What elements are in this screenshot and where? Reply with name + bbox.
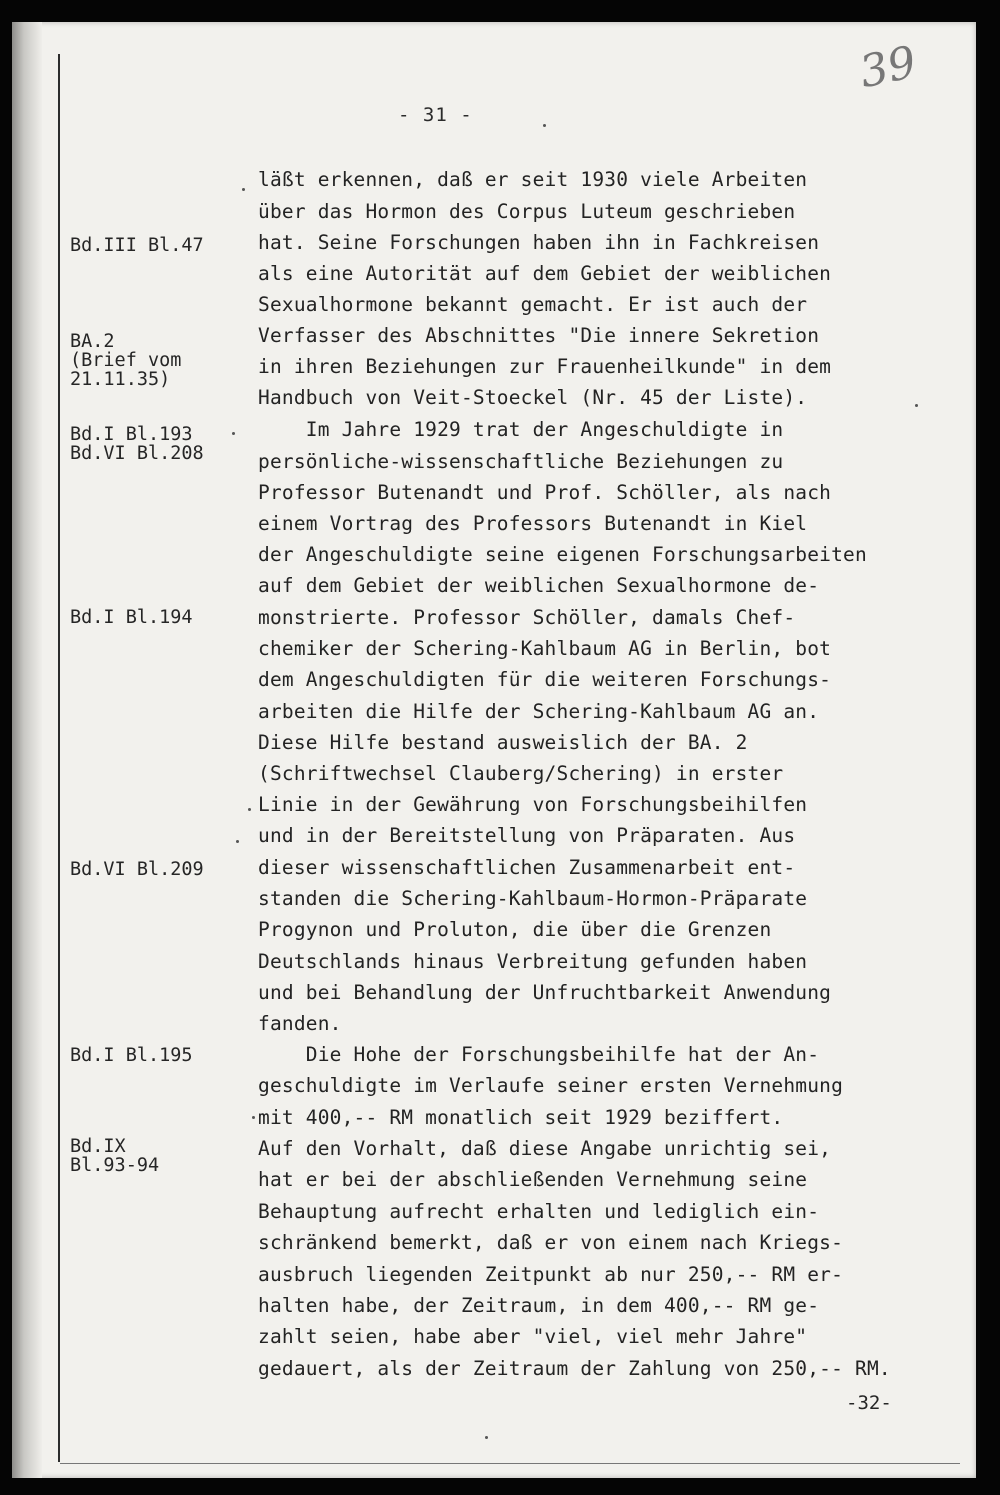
speck: [232, 432, 235, 435]
bottom-rule: [60, 1463, 960, 1464]
text-line: chemiker der Schering-Kahlbaum AG in Berlin, bot: [258, 637, 832, 660]
text-line: Behauptung aufrecht erhalten und lediglich ein-: [258, 1200, 820, 1223]
text-line: dem Angeschuldigten für die weiteren Forschungs-: [258, 668, 832, 691]
speck: [485, 1436, 488, 1439]
text-line: über das Hormon des Corpus Luteum geschrieben: [258, 200, 796, 223]
margin-reference: Bd.III Bl.47: [70, 235, 204, 256]
binding-edge: [12, 22, 42, 1478]
text-line: Professor Butenandt und Prof. Schöller, als nach: [258, 481, 832, 504]
margin-reference: Bd.VI Bl.209: [70, 859, 204, 880]
text-line: Die Hohe der Forschungsbeihilfe hat der An-: [258, 1043, 820, 1066]
margin-rule: [58, 54, 60, 1462]
margin-reference: Bd.I Bl.193 Bd.VI Bl.208: [70, 424, 204, 464]
text-line: als eine Autorität auf dem Gebiet der weiblichen: [258, 262, 832, 285]
text-line: Linie in der Gewährung von Forschungsbeihilfen: [258, 793, 808, 816]
text-line: einem Vortrag des Professors Butenandt in Kiel: [258, 512, 808, 535]
text-line: Im Jahre 1929 trat der Angeschuldigte in: [258, 418, 784, 441]
next-page-marker: -32-: [846, 1392, 892, 1414]
speck: [242, 188, 245, 191]
text-line: ausbruch liegenden Zeitpunkt ab nur 250,-- RM er-: [258, 1263, 844, 1286]
text-line: auf dem Gebiet der weiblichen Sexualhormone de-: [258, 574, 820, 597]
text-line: schränkend bemerkt, daß er von einem nach Kriegs-: [258, 1231, 844, 1254]
text-line: Handbuch von Veit-Stoeckel (Nr. 45 der Liste).: [258, 386, 808, 409]
text-line: arbeiten die Hilfe der Schering-Kahlbaum AG an.: [258, 700, 820, 723]
text-line: persönliche-wissenschaftliche Beziehungen zu: [258, 450, 784, 473]
margin-reference: Bd.I Bl.195: [70, 1045, 193, 1066]
text-line: geschuldigte im Verlaufe seiner ersten Vernehmung: [258, 1074, 844, 1097]
text-line: Progynon und Proluton, die über die Grenzen: [258, 918, 772, 941]
text-line: Verfasser des Abschnittes "Die innere Sekretion: [258, 324, 820, 347]
text-line: dieser wissenschaftlichen Zusammenarbeit ent-: [258, 856, 796, 879]
text-line: mit 400,-- RM monatlich seit 1929 beziffert.: [258, 1106, 784, 1129]
text-line: (Schriftwechsel Clauberg/Schering) in erster: [258, 762, 784, 785]
text-line: hat. Seine Forschungen haben ihn in Fachkreisen: [258, 231, 820, 254]
text-line: und bei Behandlung der Unfruchtbarkeit Anwendung: [258, 981, 832, 1004]
text-line: zahlt seien, habe aber "viel, viel mehr Jahre": [258, 1325, 808, 1348]
margin-reference: BA.2 (Brief vom 21.11.35): [70, 331, 182, 390]
text-line: gedauert, als der Zeitraum der Zahlung von 250,-- RM.: [258, 1357, 891, 1380]
speck: [915, 404, 918, 407]
text-line: Diese Hilfe bestand ausweislich der BA. 2: [258, 731, 748, 754]
speck: [543, 124, 546, 127]
handwritten-folio-number: 39: [855, 36, 921, 99]
text-line: Auf den Vorhalt, daß diese Angabe unrichtig sei,: [258, 1137, 832, 1160]
text-line: Deutschlands hinaus Verbreitung gefunden haben: [258, 950, 808, 973]
text-line: läßt erkennen, daß er seit 1930 viele Arbeiten: [258, 168, 808, 191]
text-line: halten habe, der Zeitraum, in dem 400,-- RM ge-: [258, 1294, 820, 1317]
text-line: fanden.: [258, 1012, 342, 1035]
text-line: der Angeschuldigte seine eigenen Forschungsarbeiten: [258, 543, 867, 566]
text-line: standen die Schering-Kahlbaum-Hormon-Präparate: [258, 887, 808, 910]
text-line: und in der Bereitstellung von Präparaten. Aus: [258, 824, 796, 847]
text-line: Sexualhormone bekannt gemacht. Er ist auch der: [258, 293, 808, 316]
speck: [236, 840, 239, 843]
margin-reference: Bd.IX Bl.93-94: [70, 1136, 160, 1176]
margin-reference: Bd.I Bl.194: [70, 607, 193, 628]
text-line: hat er bei der abschließenden Vernehmung seine: [258, 1168, 808, 1191]
text-line: monstrierte. Professor Schöller, damals Chef-: [258, 606, 796, 629]
speck: [248, 808, 251, 811]
page-number-header: - 31 -: [398, 104, 473, 126]
speck: [252, 1116, 255, 1119]
text-line: in ihren Beziehungen zur Frauenheilkunde" in dem: [258, 355, 832, 378]
